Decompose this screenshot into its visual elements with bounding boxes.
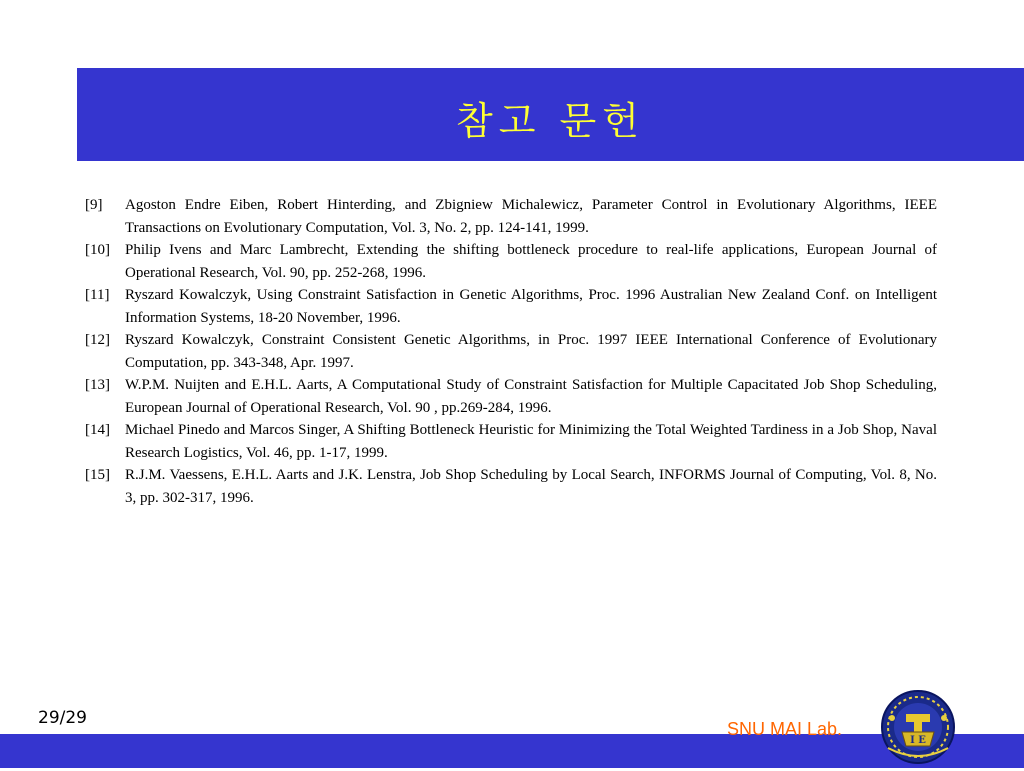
reference-text: Philip Ivens and Marc Lambrecht, Extending the shifting bottleneck procedure to real-life applications, European Journal of Operational Research, Vol. 90, pp. 252-268, 1996. (125, 242, 937, 281)
reference-number: [13] (85, 377, 110, 393)
reference-text: W.P.M. Nuijten and E.H.L. Aarts, A Computational Study of Constraint Satisfaction for Multiple Capacitated Job Shop Scheduling, European Journal of Operational Research, Vol. 90 , pp.269-284, 1996. (125, 377, 937, 416)
reference-number: [15] (85, 467, 110, 483)
slide-title: 참고 문헌 (456, 99, 645, 143)
svg-text:I E: I E (910, 735, 926, 746)
reference-text: Michael Pinedo and Marcos Singer, A Shifting Bottleneck Heuristic for Minimizing the Total Weighted Tardiness in a Job Shop, Naval Research Logistics, Vol. 46, pp. 1-17, 1999. (125, 422, 937, 461)
reference-number: [9] (85, 197, 103, 213)
reference-item (85, 329, 937, 374)
reference-text: Agoston Endre Eiben, Robert Hinterding, and Zbigniew Michalewicz, Parameter Control in Evolutionary Algorithms, IEEE Transactions on Evolutionary Computation, Vol. 3, No. 2, pp. 124-141, 1999. (125, 197, 937, 236)
reference-item (85, 284, 937, 329)
reference-list (85, 194, 937, 509)
footer-bar (0, 734, 1024, 768)
lab-name: SNU MAI Lab. (727, 719, 843, 739)
reference-text: Ryszard Kowalczyk, Constraint Consistent Genetic Algorithms, in Proc. 1997 IEEE International Conference of Evolutionary Computation, pp. 343-348, Apr. 1997. (125, 332, 937, 371)
reference-number: [14] (85, 422, 110, 438)
university-emblem-icon (878, 688, 958, 766)
reference-item (85, 194, 937, 239)
reference-number: [10] (85, 242, 110, 258)
reference-text: R.J.M. Vaessens, E.H.L. Aarts and J.K. Lenstra, Job Shop Scheduling by Local Search, INFORMS Journal of Computing, Vol. 8, No. 3, pp. 302-317, 1996. (125, 467, 937, 506)
page-number: 29/29 (38, 708, 87, 728)
reference-item (85, 239, 937, 284)
reference-item (85, 464, 937, 509)
reference-item (85, 419, 937, 464)
reference-text: Ryszard Kowalczyk, Using Constraint Satisfaction in Genetic Algorithms, Proc. 1996 Australian New Zealand Conf. on Intelligent Information Systems, 18-20 November, 1996. (125, 287, 937, 326)
reference-item (85, 374, 937, 419)
reference-number: [12] (85, 332, 110, 348)
reference-number: [11] (85, 287, 110, 303)
title-bar (77, 68, 1024, 161)
